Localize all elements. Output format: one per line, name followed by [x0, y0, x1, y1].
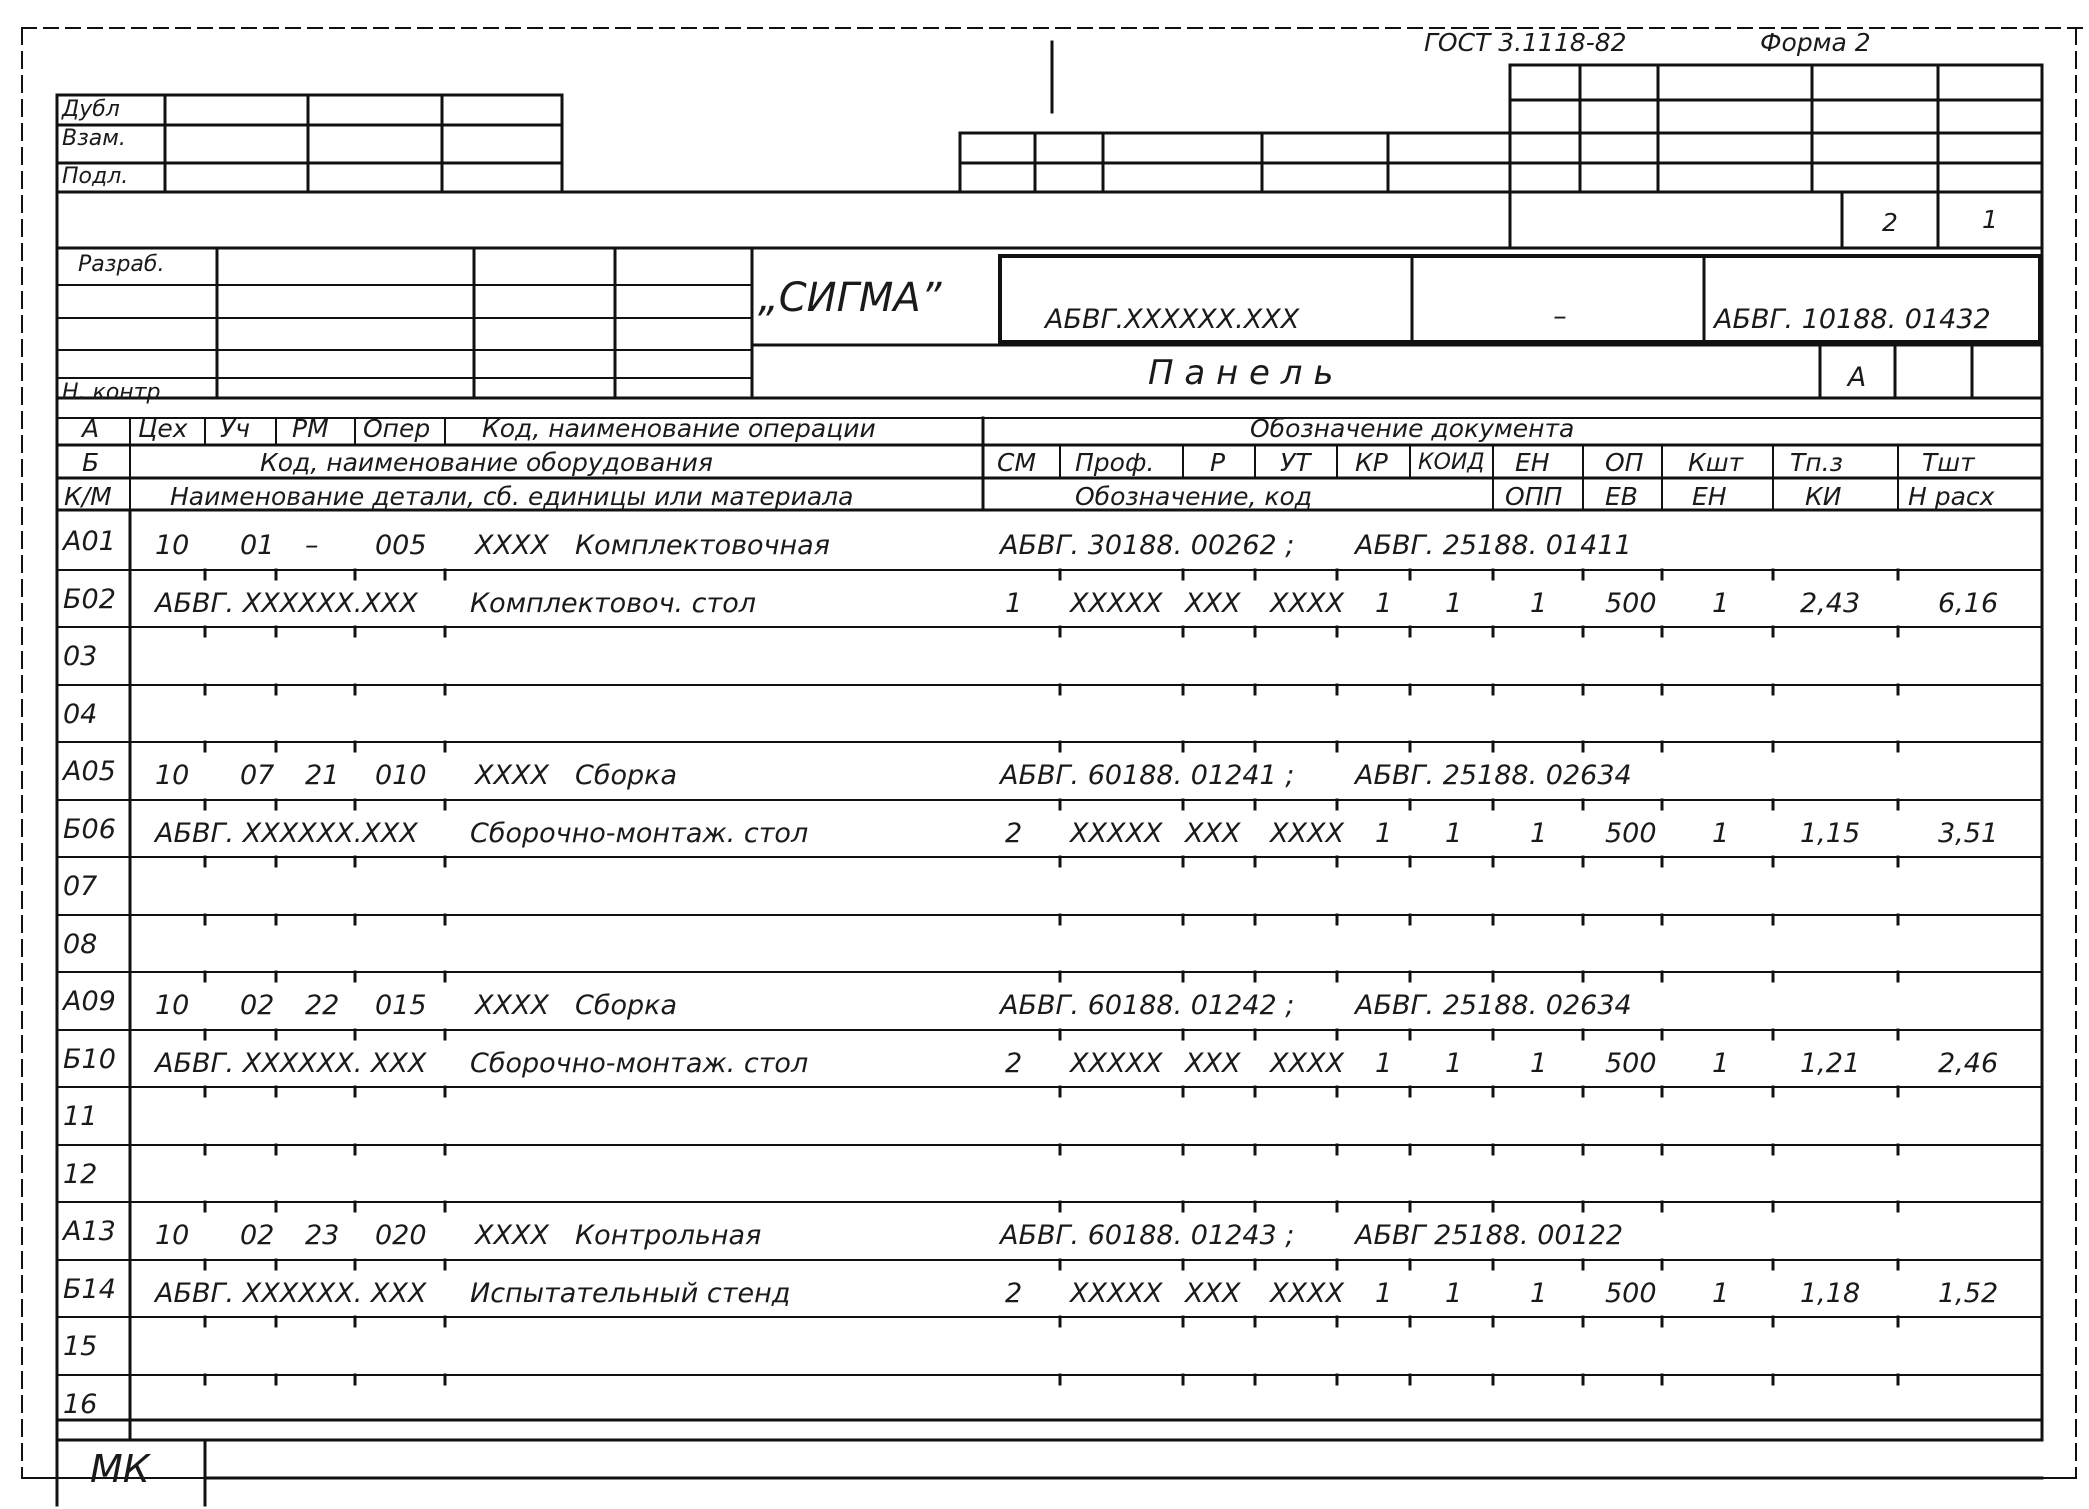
hdr-kr: КР — [1355, 448, 1388, 477]
hdr-b: Б — [82, 448, 100, 477]
equipment-cell: 1 — [1375, 1278, 1393, 1309]
hdr-rm: РМ — [292, 414, 329, 443]
operation-cell: 02 — [240, 990, 275, 1021]
operation-cell: XXXX — [475, 990, 549, 1021]
equipment-cell: АБВГ. XXXXXX. XXX — [155, 1048, 427, 1079]
equipment-cell: АБВГ. XXXXXX.XXX — [155, 588, 418, 619]
hdr-nrash: Н расх — [1908, 482, 1995, 511]
equipment-cell: 1,21 — [1800, 1048, 1861, 1079]
product-name: П а н е л ь — [1148, 353, 1334, 393]
operation-cell: Сборка — [575, 990, 678, 1021]
equipment-cell: 1,15 — [1800, 818, 1861, 849]
operation-cell: Сборка — [575, 760, 678, 791]
hdr-tsht: Тшт — [1922, 448, 1975, 477]
operation-cell: Комплектовочная — [575, 530, 830, 561]
operation-cell: XXXX — [475, 530, 549, 561]
operation-cell: АБВГ. 60188. 01243 ; — [1000, 1220, 1295, 1251]
operation-cell: Контрольная — [575, 1220, 762, 1251]
operation-cell: АБВГ. 60188. 01242 ; — [1000, 990, 1295, 1021]
row-label: Б14 — [63, 1274, 116, 1305]
row-label: 04 — [63, 699, 98, 730]
gost-label: ГОСТ 3.1118-82 — [1424, 28, 1627, 57]
equipment-cell: 1 — [1530, 818, 1548, 849]
equipment-cell: Сборочно-монтаж. стол — [470, 818, 809, 849]
row-label: А13 — [63, 1216, 116, 1247]
row-label: 15 — [63, 1331, 98, 1362]
equipment-cell: XXXX — [1270, 818, 1344, 849]
operation-cell: АБВГ. 25188. 02634 — [1355, 760, 1632, 791]
equipment-cell: Сборочно-монтаж. стол — [470, 1048, 809, 1079]
hdr-a: А — [82, 414, 100, 443]
hdr-km: К/М — [64, 482, 112, 511]
mk-label: МК — [90, 1447, 150, 1491]
equipment-cell: 1 — [1445, 818, 1463, 849]
hdr-name: Наименование детали, сб. единицы или материала — [170, 482, 854, 511]
equipment-cell: АБВГ. XXXXXX. XXX — [155, 1278, 427, 1309]
row-label: 08 — [63, 929, 98, 960]
equipment-cell: 2,43 — [1800, 588, 1861, 619]
part-code: АБВГ. 10188. 01432 — [1714, 304, 1991, 335]
equipment-cell: XXX — [1185, 1278, 1241, 1309]
hdr-en2: ЕН — [1692, 482, 1727, 511]
sheet-total: 2 — [1882, 208, 1898, 237]
equipment-cell: XXXX — [1270, 1048, 1344, 1079]
operation-cell: 10 — [155, 990, 190, 1021]
doc-dash: – — [1553, 301, 1567, 332]
equipment-cell: 1 — [1445, 1278, 1463, 1309]
row-label: Б06 — [63, 814, 116, 845]
operation-cell: 02 — [240, 1220, 275, 1251]
equipment-cell: XXX — [1185, 588, 1241, 619]
operation-cell: 010 — [375, 760, 427, 791]
role-n-kontr: Н. контр — [62, 380, 161, 405]
hdr-sm: СМ — [997, 448, 1037, 477]
equipment-cell: 500 — [1605, 818, 1657, 849]
equipment-cell: 1 — [1712, 1278, 1730, 1309]
operation-cell: 10 — [155, 760, 190, 791]
doc-code: АБВГ.XXXXXX.XXX — [1045, 304, 1300, 335]
equipment-cell: XXXXX — [1070, 1278, 1163, 1309]
operation-cell: АБВГ 25188. 00122 — [1355, 1220, 1624, 1251]
hdr-ki: КИ — [1805, 482, 1842, 511]
row-label: 07 — [63, 871, 98, 902]
operation-cell: 22 — [305, 990, 340, 1021]
equipment-cell: Комплектовоч. стол — [470, 588, 757, 619]
operation-cell: 10 — [155, 530, 190, 561]
row-label: 16 — [63, 1389, 98, 1420]
podl-label: Подл. — [62, 164, 129, 189]
equipment-cell: АБВГ. XXXXXX.XXX — [155, 818, 418, 849]
role-razrab: Разраб. — [78, 252, 165, 277]
equipment-cell: 1 — [1005, 588, 1023, 619]
hdr-op-name: Код, наименование операции — [482, 414, 876, 443]
equipment-cell: 1 — [1445, 588, 1463, 619]
hdr-ev: ЕВ — [1605, 482, 1638, 511]
equipment-cell: XXXX — [1270, 588, 1344, 619]
row-label: 03 — [63, 641, 98, 672]
equipment-cell: 2 — [1005, 1048, 1023, 1079]
operation-cell: XXXX — [475, 760, 549, 791]
hdr-ut: УТ — [1280, 448, 1311, 477]
operation-cell: АБВГ. 25188. 02634 — [1355, 990, 1632, 1021]
equipment-cell: 1 — [1375, 588, 1393, 619]
operation-cell: 020 — [375, 1220, 427, 1251]
equipment-cell: 1 — [1530, 588, 1548, 619]
equipment-cell: 1 — [1712, 1048, 1730, 1079]
hdr-tpz: Тп.з — [1790, 448, 1843, 477]
equipment-cell: 1 — [1445, 1048, 1463, 1079]
hdr-doc: Обозначение документа — [1250, 414, 1575, 443]
equipment-cell: XXXXX — [1070, 1048, 1163, 1079]
hdr-uch: Уч — [220, 414, 251, 443]
equipment-cell: 500 — [1605, 1048, 1657, 1079]
row-label: А09 — [63, 986, 116, 1017]
row-label: А01 — [63, 526, 116, 557]
hdr-tseh: Цех — [138, 414, 188, 443]
operation-cell: 21 — [305, 760, 340, 791]
equipment-cell: 6,16 — [1938, 588, 1999, 619]
row-label: 11 — [63, 1101, 98, 1132]
hdr-code: Обозначение, код — [1075, 482, 1313, 511]
letter-a: А — [1847, 362, 1867, 393]
equipment-cell: XXXXX — [1070, 818, 1163, 849]
hdr-ksht: Кшт — [1688, 448, 1744, 477]
operation-cell: АБВГ. 25188. 01411 — [1355, 530, 1632, 561]
equipment-cell: XXX — [1185, 818, 1241, 849]
equipment-cell: 1,52 — [1938, 1278, 1999, 1309]
equipment-cell: 500 — [1605, 588, 1657, 619]
operation-cell: 01 — [240, 530, 275, 561]
operation-cell: АБВГ. 30188. 00262 ; — [1000, 530, 1295, 561]
hdr-equip: Код, наименование оборудования — [260, 448, 713, 477]
hdr-op: ОП — [1605, 448, 1644, 477]
row-label: А05 — [63, 756, 116, 787]
hdr-oper: Опер — [363, 414, 431, 443]
equipment-cell: XXXXX — [1070, 588, 1163, 619]
sheet-number: 1 — [1982, 205, 1998, 234]
row-label: Б02 — [63, 584, 116, 615]
equipment-cell: 1 — [1530, 1048, 1548, 1079]
equipment-cell: 2,46 — [1938, 1048, 1999, 1079]
equipment-cell: XXXX — [1270, 1278, 1344, 1309]
equipment-cell: 1 — [1530, 1278, 1548, 1309]
hdr-r: Р — [1210, 448, 1226, 477]
equipment-cell: Испытательный стенд — [470, 1278, 791, 1309]
equipment-cell: 3,51 — [1938, 818, 1999, 849]
row-label: 12 — [63, 1159, 98, 1190]
form-label: Форма 2 — [1760, 28, 1871, 57]
hdr-en: ЕН — [1515, 448, 1550, 477]
operation-cell: XXXX — [475, 1220, 549, 1251]
vzam-label: Взам. — [62, 126, 126, 151]
org-name: „СИГМА” — [758, 275, 942, 321]
equipment-cell: 1 — [1375, 1048, 1393, 1079]
equipment-cell: 500 — [1605, 1278, 1657, 1309]
dubl-label: Дубл — [62, 97, 120, 122]
operation-cell: 10 — [155, 1220, 190, 1251]
operation-cell: 005 — [375, 530, 427, 561]
equipment-cell: 1 — [1712, 818, 1730, 849]
equipment-cell: 1 — [1375, 818, 1393, 849]
equipment-cell: XXX — [1185, 1048, 1241, 1079]
hdr-prof: Проф. — [1075, 448, 1155, 477]
operation-cell: 015 — [375, 990, 427, 1021]
operation-cell: 23 — [305, 1220, 340, 1251]
hdr-koid: КОИД — [1418, 450, 1485, 475]
row-label: Б10 — [63, 1044, 116, 1075]
operation-cell: 07 — [240, 760, 275, 791]
equipment-cell: 1 — [1712, 588, 1730, 619]
operation-cell: – — [305, 530, 319, 561]
equipment-cell: 2 — [1005, 1278, 1023, 1309]
equipment-cell: 1,18 — [1800, 1278, 1861, 1309]
equipment-cell: 2 — [1005, 818, 1023, 849]
operation-cell: АБВГ. 60188. 01241 ; — [1000, 760, 1295, 791]
hdr-opp: ОПП — [1505, 482, 1563, 511]
